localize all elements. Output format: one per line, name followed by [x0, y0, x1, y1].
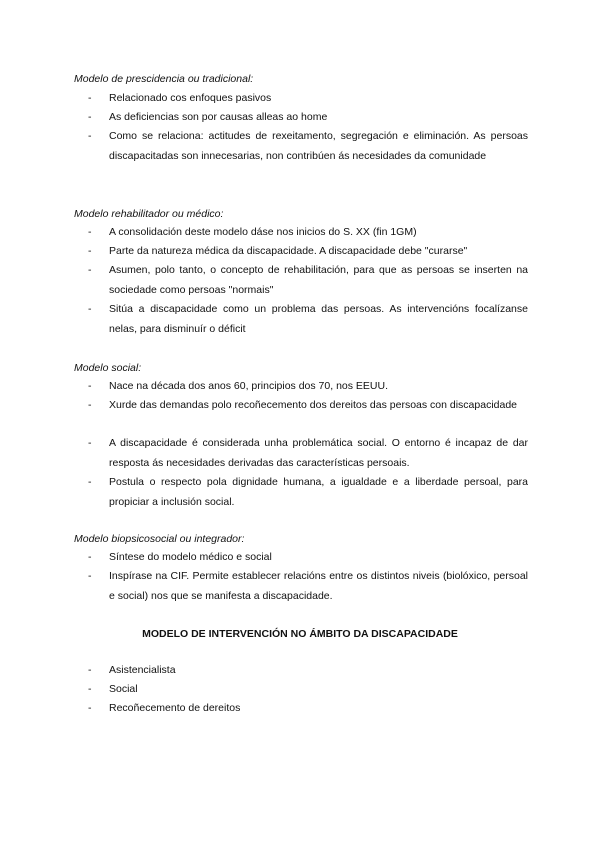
list-item-text: Asumen, polo tanto, o concepto de rehabilitación, para que as persoas se inserten na sociedade como persoas "normais" — [109, 264, 528, 296]
list-item — [88, 661, 528, 681]
list-item — [88, 108, 528, 128]
list-item — [88, 261, 528, 300]
bullet-dash: - — [88, 130, 92, 142]
bullet-dash: - — [88, 380, 92, 392]
section-title: Modelo rehabilitador ou médico: — [74, 208, 224, 220]
list-item — [88, 377, 528, 397]
bullet-dash: - — [88, 664, 92, 676]
list-item-text: Parte da natureza médica da discapacidade. A discapacidade debe "curarse" — [109, 245, 468, 257]
list-item — [88, 242, 528, 262]
bullet-dash: - — [88, 111, 92, 123]
list-item — [88, 567, 528, 606]
list-item-text: Como se relaciona: actitudes de rexeitamento, segregación e eliminación. As persoas discapacitadas son innecesarias, non contribúen ás necesidades da comunidade — [109, 130, 528, 162]
list-item-text: Recoñecemento de dereitos — [109, 702, 241, 714]
list-item-text: Síntese do modelo médico e social — [109, 551, 272, 563]
bullet-dash: - — [88, 245, 92, 257]
bullet-dash: - — [88, 226, 92, 238]
list-item — [88, 680, 528, 700]
bullet-dash: - — [88, 303, 92, 315]
list-item-text: Inspírase na CIF. Permite establecer relacións entre os distintos niveis (biolóxico, persoal e social) nos que se manifesta a discapacidade. — [109, 570, 528, 602]
list-item — [88, 127, 528, 166]
section-title: Modelo de prescidencia ou tradicional: — [74, 73, 254, 85]
list-item-text: Relacionado cos enfoques pasivos — [109, 92, 272, 104]
list-item — [88, 434, 528, 473]
list-item-text: As deficiencias son por causas alleas ao home — [109, 111, 328, 123]
list-item-text: Xurde das demandas polo recoñecemento dos dereitos das persoas con discapacidade — [109, 399, 518, 411]
list-item-text: Social — [109, 683, 138, 695]
list-item-text: A discapacidade é considerada unha problemática social. O entorno é incapaz de dar resposta ás necesidades derivadas das características persoais. — [109, 437, 528, 469]
section-title: Modelo biopsicosocial ou integrador: — [74, 533, 245, 545]
section-title: Modelo social: — [74, 362, 142, 374]
list-item-text: Asistencialista — [109, 664, 176, 676]
list-item-text: Postula o respecto pola dignidade humana, a igualdade e a liberdade persoal, para propiciar a inclusión social. — [109, 476, 528, 508]
bullet-dash: - — [88, 683, 92, 695]
bullet-dash: - — [88, 702, 92, 714]
list-item-text: Nace na década dos anos 60, principios dos 70, nos EEUU. — [109, 380, 389, 392]
bullet-dash: - — [88, 399, 92, 411]
intervention-heading: MODELO DE INTERVENCIÓN NO ÁMBITO DA DISCAPACIDADE — [142, 628, 458, 640]
list-item-text: Sitúa a discapacidade como un problema das persoas. As intervencións focalízanse nelas, para disminuír o déficit — [109, 303, 528, 335]
bullet-dash: - — [88, 437, 92, 449]
list-item — [88, 300, 528, 339]
bullet-dash: - — [88, 264, 92, 276]
list-item — [88, 699, 528, 719]
list-item-text: A consolidación deste modelo dáse nos inicios do S. XX (fin 1GM) — [109, 226, 417, 238]
list-item — [88, 548, 528, 568]
bullet-dash: - — [88, 551, 92, 563]
list-item — [88, 89, 528, 109]
bullet-dash: - — [88, 476, 92, 488]
bullet-dash: - — [88, 92, 92, 104]
list-item — [88, 396, 528, 416]
bullet-dash: - — [88, 570, 92, 582]
list-item — [88, 473, 528, 512]
list-item — [88, 223, 528, 243]
